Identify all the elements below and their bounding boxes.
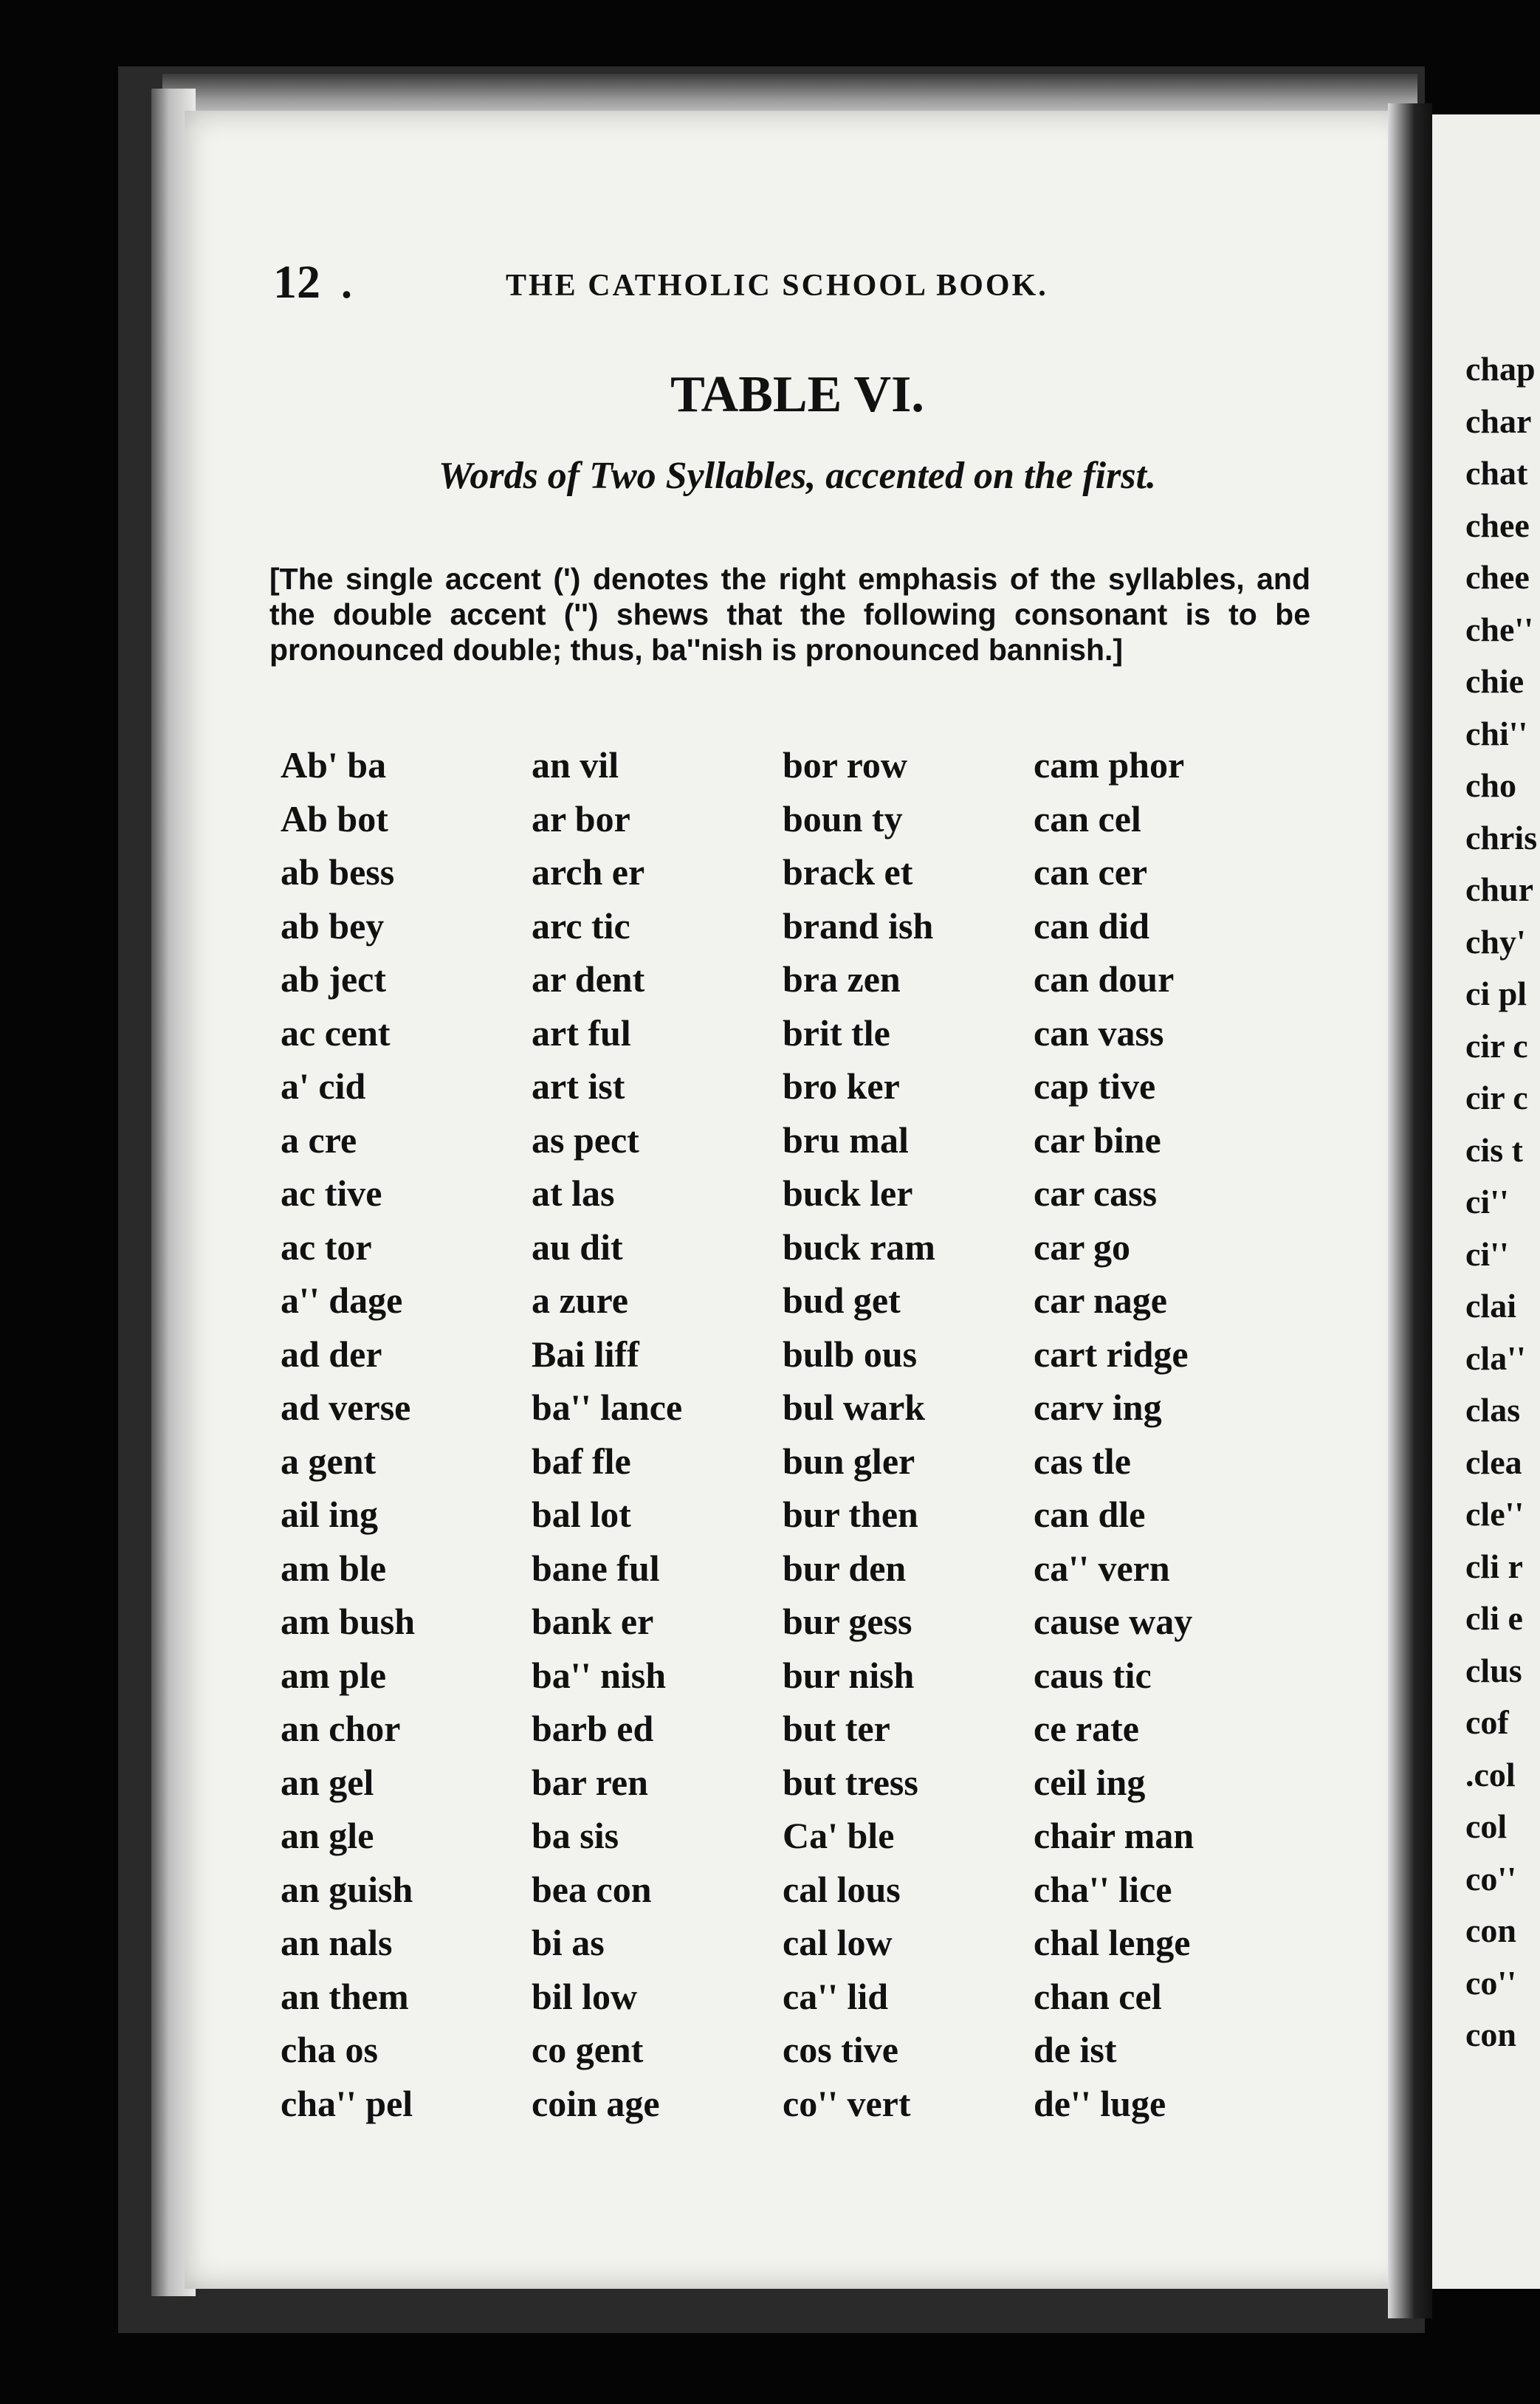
page-number: 12 [273, 255, 320, 308]
word-entry: bi as [532, 1922, 605, 1963]
word-entry: as pect [532, 1119, 639, 1161]
word-entry: cam phor [1034, 744, 1185, 786]
word-entry: ad der [281, 1333, 382, 1375]
right-page-word: chat [1465, 454, 1528, 492]
right-page-word: ci'' [1465, 1183, 1509, 1220]
word-entry: ba'' nish [532, 1654, 667, 1696]
word-entry: bil low [532, 1975, 638, 2017]
right-page-word: cla'' [1465, 1339, 1526, 1377]
word-entry: caus tic [1034, 1654, 1152, 1696]
word-entry: a'' dage [281, 1280, 403, 1321]
word-column-2 [532, 738, 783, 2130]
right-page-word: clea [1465, 1443, 1522, 1481]
word-entry: ca'' lid [783, 1975, 889, 2017]
word-entry: Ab' ba [281, 744, 387, 786]
word-entry: bulb ous [783, 1333, 918, 1375]
word-entry: de ist [1034, 2029, 1117, 2070]
word-entry: an gel [281, 1761, 374, 1803]
word-entry: an guish [281, 1868, 413, 1910]
right-page-word: co'' [1465, 1859, 1516, 1898]
right-page-word: .col [1465, 1755, 1516, 1793]
word-entry: am ple [281, 1654, 387, 1696]
right-page-word: chie [1465, 662, 1524, 700]
word-entry: brack et [783, 851, 913, 893]
word-entry: but tress [783, 1761, 918, 1803]
right-page-word: cli e [1465, 1599, 1523, 1637]
right-page-word: chee [1465, 506, 1530, 544]
word-entry: chan cel [1034, 1975, 1162, 2017]
word-entry: brit tle [783, 1012, 890, 1054]
word-entry: car nage [1034, 1280, 1167, 1321]
right-page-word: ci pl [1465, 975, 1527, 1012]
word-entry: an vil [532, 744, 619, 786]
word-entry: car bine [1034, 1119, 1161, 1161]
right-page-word: cir c [1465, 1079, 1528, 1116]
right-page-word: con [1465, 2016, 1516, 2053]
word-entry: car go [1034, 1226, 1130, 1268]
word-entry: ce rate [1034, 1708, 1139, 1749]
word-entry: am ble [281, 1547, 387, 1589]
right-page-word: con [1465, 1912, 1516, 1949]
word-entry: an them [281, 1975, 409, 2017]
word-entry: but ter [783, 1708, 890, 1749]
word-entry: cha'' lice [1034, 1868, 1172, 1910]
word-entry: bur then [783, 1494, 918, 1535]
word-entry: cal lous [783, 1868, 901, 1910]
right-page-word: cis t [1465, 1130, 1523, 1169]
word-entry: can cel [1034, 797, 1141, 839]
word-entry: a gent [281, 1440, 377, 1482]
word-entry: bal lot [532, 1494, 631, 1535]
word-entry: a' cid [281, 1065, 366, 1107]
word-entry: can dour [1034, 958, 1175, 1000]
word-entry: bru mal [783, 1119, 909, 1161]
word-entry: ar bor [532, 797, 630, 839]
word-entry: at las [532, 1172, 615, 1214]
word-entry: arc tic [532, 904, 630, 947]
word-entry: coin age [532, 2082, 660, 2124]
word-entry: bor row [783, 744, 907, 786]
word-entry: a cre [281, 1119, 357, 1161]
right-page-word: chap [1465, 350, 1536, 388]
word-entry: arch er [532, 851, 645, 893]
word-entry: cap tive [1034, 1065, 1156, 1107]
word-entry: cha os [281, 2029, 378, 2070]
page-header [273, 255, 1307, 314]
word-entry: bun gler [783, 1440, 915, 1482]
word-entry: Ca' ble [783, 1815, 895, 1856]
word-entry: bur den [783, 1547, 907, 1589]
word-entry: bud get [783, 1280, 901, 1321]
word-entry: barb ed [532, 1708, 654, 1749]
word-entry: ar dent [532, 958, 645, 1000]
right-page-word: cho [1465, 766, 1516, 804]
word-entry: an chor [281, 1708, 401, 1749]
right-page-word: chur [1465, 870, 1533, 908]
right-page-word: cof [1465, 1703, 1509, 1741]
page-number-mark: . [341, 258, 352, 307]
word-entry: carv ing [1034, 1387, 1162, 1428]
word-entry: ac tor [281, 1226, 372, 1268]
word-entry: ac tive [281, 1172, 382, 1214]
word-entry: ad verse [281, 1387, 411, 1428]
book-gutter [1388, 103, 1432, 2318]
word-entry: Bai liff [532, 1333, 639, 1375]
word-entry: bra zen [783, 958, 901, 1000]
word-entry: ceil ing [1034, 1761, 1146, 1803]
right-page-word: chi'' [1465, 714, 1528, 752]
word-entry: bea con [532, 1868, 652, 1910]
right-page-word: ci'' [1465, 1234, 1509, 1273]
word-entry: bane ful [532, 1547, 660, 1589]
accent-note: [The single accent (') denotes the right emphasis of the syllables, and the double accent ('') shews that the following consonant is to be pronounced double; thus, ba''nish is pronounced bannish.] [269, 562, 1310, 667]
word-entry: can dle [1034, 1494, 1146, 1535]
running-title: THE CATHOLIC SCHOOL BOOK. [506, 269, 1048, 303]
word-entry: cos tive [783, 2029, 898, 2070]
word-entry: ba'' lance [532, 1387, 683, 1428]
right-page-word: chy' [1465, 922, 1526, 961]
word-entry: au dit [532, 1226, 623, 1268]
word-entry: co gent [532, 2029, 644, 2070]
word-entry: ca'' vern [1034, 1547, 1170, 1589]
word-column-4 [1034, 738, 1285, 2130]
word-entry: ba sis [532, 1815, 619, 1856]
right-page-word: cir c [1465, 1026, 1528, 1065]
word-entry: ac cent [281, 1012, 391, 1054]
word-entry: ab bey [281, 904, 385, 947]
word-entry: am bush [281, 1601, 416, 1642]
word-entry: chal lenge [1034, 1922, 1191, 1963]
word-column-1 [281, 738, 532, 2130]
word-entry: bur nish [783, 1654, 915, 1696]
right-page-word: chris [1465, 818, 1538, 856]
word-entry: cart ridge [1034, 1333, 1189, 1375]
word-entry: bro ker [783, 1065, 900, 1107]
word-entry: bur gess [783, 1601, 912, 1642]
word-entry: can vass [1034, 1012, 1164, 1054]
word-entry: an nals [281, 1922, 393, 1963]
word-entry: can cer [1034, 851, 1148, 893]
word-entry: cause way [1034, 1601, 1193, 1642]
word-entry: art ist [532, 1065, 625, 1107]
word-entry: art ful [532, 1012, 631, 1054]
right-page-word: clai [1465, 1287, 1516, 1325]
right-page-word: chee [1465, 558, 1530, 596]
right-page-word: clus [1465, 1651, 1522, 1689]
word-entry: co'' vert [783, 2082, 911, 2124]
word-entry: de'' luge [1034, 2082, 1166, 2124]
word-entry: bul wark [783, 1387, 926, 1428]
right-page-word-list [1465, 343, 1540, 2061]
word-entry: Ab bot [281, 797, 388, 839]
right-page-word: clas [1465, 1391, 1521, 1429]
word-column-3 [783, 738, 1034, 2130]
right-page-word: che'' [1465, 610, 1533, 648]
word-entry: an gle [281, 1815, 374, 1856]
word-entry: ab ject [281, 958, 386, 1000]
table-subtitle: Words of Two Syllables, accented on the first. [438, 455, 1157, 497]
word-entry: buck ler [783, 1172, 913, 1214]
right-page-word: cli r [1465, 1547, 1523, 1585]
word-entry: cal low [783, 1922, 893, 1963]
right-page-word: co'' [1465, 1963, 1516, 2002]
word-entry: brand ish [783, 904, 934, 947]
right-page-word: cle'' [1465, 1495, 1524, 1533]
word-entry: a zure [532, 1280, 628, 1321]
word-entry: cha'' pel [281, 2082, 413, 2124]
word-entry: can did [1034, 904, 1150, 947]
word-entry: car cass [1034, 1172, 1158, 1214]
word-entry: buck ram [783, 1226, 935, 1268]
word-entry: ab bess [281, 851, 395, 893]
word-entry: chair man [1034, 1815, 1194, 1856]
right-page-word: char [1465, 402, 1532, 440]
word-entry: boun ty [783, 797, 903, 839]
word-entry: cas tle [1034, 1440, 1131, 1482]
table-title: TABLE VI. [670, 366, 924, 423]
word-entry: bar ren [532, 1761, 648, 1803]
word-entry: ail ing [281, 1494, 378, 1535]
word-entry: bank er [532, 1601, 654, 1642]
right-page-word: col [1465, 1807, 1508, 1845]
word-entry: baf fle [532, 1440, 631, 1482]
